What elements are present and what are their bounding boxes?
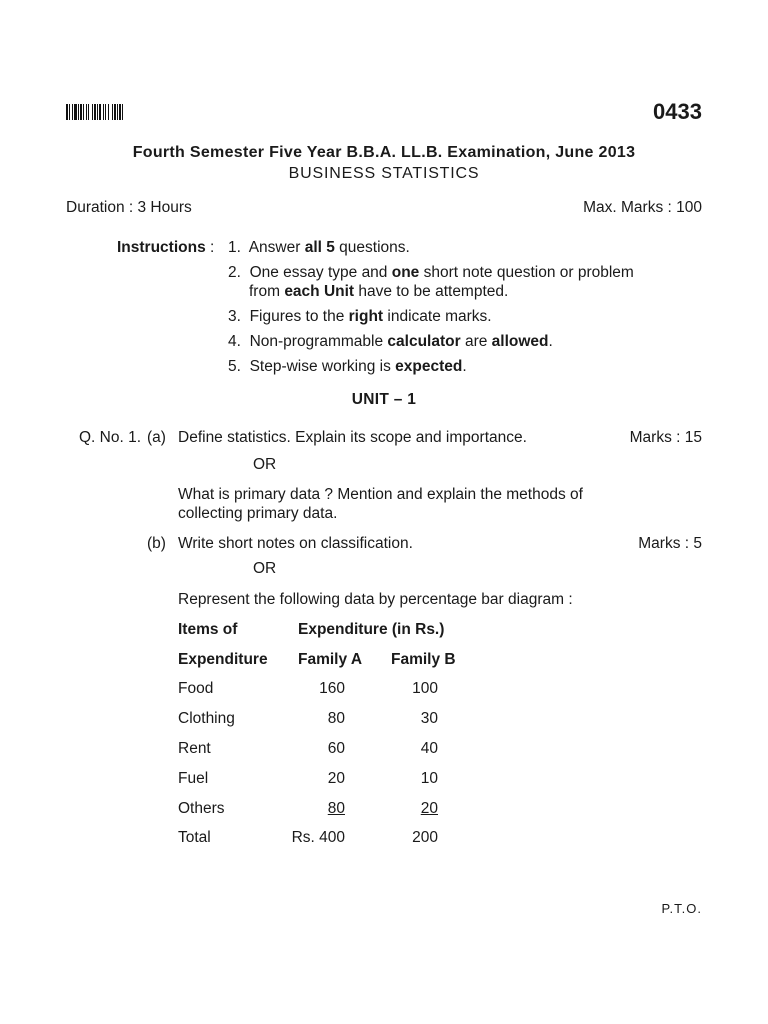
table-header-items: Items of [178,621,238,638]
instruction-item-continued: from each Unit have to be attempted. [249,283,509,300]
question-label: Q. No. 1. [79,429,142,446]
table-cell-item: Rent [178,740,211,757]
table-cell-item: Food [178,680,214,697]
part-a-text: Define statistics. Explain its scope and importance. [178,429,527,446]
table-header-expenditure-col: Expenditure [178,651,268,668]
table-cell-family-a-total: Rs. 400 [291,829,345,846]
table-header-family-a: Family A [298,651,363,668]
instructions-label: Instructions : [117,239,215,256]
part-b-text: Write short notes on classification. [178,535,413,552]
table-cell-item: Others [178,800,225,817]
instruction-item: 2. One essay type and one short note question or problem [228,264,634,281]
table-cell-item-total: Total [178,829,211,846]
alt-question-line: What is primary data ? Mention and explain the methods of [178,486,583,503]
exam-title: Fourth Semester Five Year B.B.A. LL.B. Examination, June 2013 [132,144,636,161]
part-a-label: (a) [147,429,166,446]
table-cell-family-b: 10 [420,770,438,787]
table-cell-family-a: 80 [327,800,345,817]
instruction-item: 1. Answer all 5 questions. [228,239,410,256]
table-cell-family-b: 100 [412,680,438,697]
represent-instruction: Represent the following data by percentage bar diagram : [178,591,573,608]
table-header-family-b: Family B [391,651,456,668]
max-marks: Max. Marks : 100 [583,199,702,216]
part-b-marks: Marks : 5 [638,535,702,552]
part-a-marks: Marks : 15 [629,429,702,446]
or-divider: OR [253,560,277,577]
or-divider: OR [253,456,277,473]
barcode-stripe [123,104,125,120]
unit-title: UNIT – 1 [351,391,417,408]
table-cell-family-b: 40 [420,740,438,757]
table-cell-family-a: 160 [319,680,345,697]
paper-code: 0433 [653,99,702,124]
table-cell-family-b: 20 [420,800,438,817]
alt-question-line: collecting primary data. [178,505,338,522]
barcode [66,104,154,120]
table-cell-family-a: 20 [327,770,345,787]
table-header-expenditure: Expenditure (in Rs.) [298,621,445,638]
instruction-item: 5. Step-wise working is expected. [228,358,467,375]
table-cell-family-b-total: 200 [412,829,438,846]
instruction-item: 4. Non-programmable calculator are allowed. [228,333,553,350]
instruction-item: 3. Figures to the right indicate marks. [228,308,492,325]
table-cell-family-b: 30 [420,710,438,727]
pto-note: P.T.O. [661,901,702,916]
part-b-label: (b) [147,535,166,552]
table-cell-item: Clothing [178,710,235,727]
subject-title: BUSINESS STATISTICS [288,165,480,182]
table-cell-family-a: 80 [327,710,345,727]
duration: Duration : 3 Hours [66,199,192,216]
table-cell-family-a: 60 [327,740,345,757]
table-cell-item: Fuel [178,770,209,787]
